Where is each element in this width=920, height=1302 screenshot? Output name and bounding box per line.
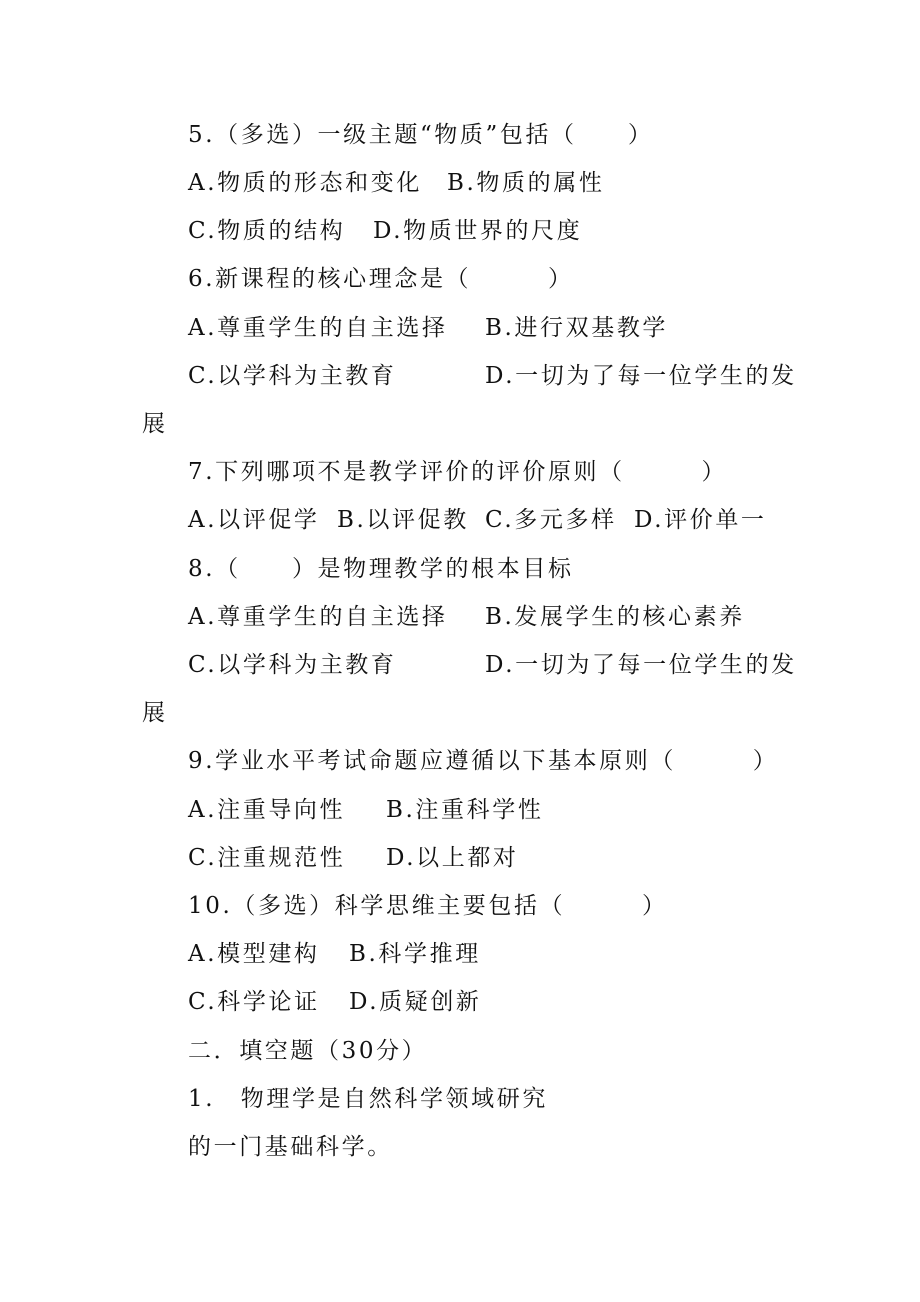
question-9-stem: 9.学业水平考试命题应遵循以下基本原则（ ） bbox=[188, 748, 779, 774]
question-6-option-c: C.以学科为主教育 bbox=[188, 363, 397, 389]
question-8-option-b: B.发展学生的核心素养 bbox=[485, 604, 745, 630]
question-9-option-d: D.以上都对 bbox=[386, 845, 519, 871]
fill-blank-1-continuation: 的一门基础科学。 bbox=[188, 1134, 393, 1160]
question-5-option-d: D.物质世界的尺度 bbox=[373, 218, 583, 244]
question-8-option-a: A.尊重学生的自主选择 bbox=[188, 604, 448, 630]
section-2-heading: 二．填空题（30分） bbox=[188, 1038, 428, 1064]
question-7-option-c: C.多元多样 bbox=[485, 507, 617, 533]
question-9-option-a: A.注重导向性 bbox=[188, 797, 346, 823]
question-6-option-a: A.尊重学生的自主选择 bbox=[188, 315, 448, 341]
question-10-option-b: B.科学推理 bbox=[349, 941, 481, 967]
question-7-stem: 7.下列哪项不是教学评价的评价原则（ ） bbox=[188, 459, 728, 485]
question-10-option-c: C.科学论证 bbox=[188, 989, 320, 1015]
question-8-stem: 8.（ ）是物理教学的根本目标 bbox=[188, 556, 574, 582]
question-6-option-b: B.进行双基教学 bbox=[485, 315, 669, 341]
question-9-option-c: C.注重规范性 bbox=[188, 845, 346, 871]
question-10-option-a: A.模型建构 bbox=[188, 941, 320, 967]
question-8-option-d-continuation: 展 bbox=[142, 700, 168, 726]
question-6-option-d: D.一切为了每一位学生的发 bbox=[485, 363, 797, 389]
question-6-stem: 6.新课程的核心理念是（ ） bbox=[188, 266, 574, 292]
question-9-option-b: B.注重科学性 bbox=[386, 797, 544, 823]
fill-blank-1-stem: 1. 物理学是自然科学领域研究 bbox=[188, 1086, 548, 1112]
question-5-option-c: C.物质的结构 bbox=[188, 218, 346, 244]
question-10-option-d: D.质疑创新 bbox=[349, 989, 482, 1015]
question-5-stem: 5.（多选）一级主题“物质”包括（ ） bbox=[188, 122, 654, 148]
question-7-option-a: A.以评促学 bbox=[188, 507, 320, 533]
question-10-stem: 10.（多选）科学思维主要包括（ ） bbox=[188, 893, 668, 919]
question-7-option-d: D.评价单一 bbox=[634, 507, 767, 533]
question-7-option-b: B.以评促教 bbox=[337, 507, 469, 533]
question-6-option-d-continuation: 展 bbox=[142, 411, 168, 437]
question-8-option-d: D.一切为了每一位学生的发 bbox=[485, 652, 797, 678]
question-8-option-c: C.以学科为主教育 bbox=[188, 652, 397, 678]
question-5-option-b: B.物质的属性 bbox=[447, 170, 605, 196]
question-5-option-a: A.物质的形态和变化 bbox=[188, 170, 422, 196]
